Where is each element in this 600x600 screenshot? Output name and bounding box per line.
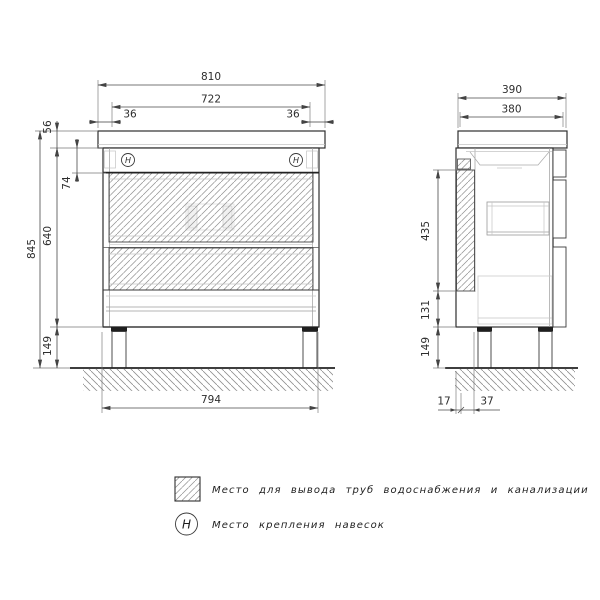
dim-overall-height-label: 845	[26, 238, 38, 260]
dim-carcass-height	[42, 148, 103, 327]
legend-pipe-zone-item	[175, 477, 589, 501]
hanger-mark-left-letter: H	[124, 156, 132, 165]
front-leg-right	[302, 327, 318, 368]
dim-countertop-height	[35, 120, 103, 158]
dim-leg-height-front	[42, 327, 57, 368]
dim-bottom-zone-height	[420, 291, 456, 327]
dim-carcass-height-label: 640	[42, 225, 54, 247]
hanger-mark-right-letter: H	[292, 156, 300, 165]
side-floor	[445, 368, 578, 391]
hanger-mark-right	[290, 154, 303, 167]
dim-base-width-label: 794	[200, 394, 222, 406]
dim-countertop-height-label: 56	[42, 120, 54, 134]
side-leg-front	[538, 327, 553, 368]
dim-overall-height	[26, 131, 70, 368]
front-view	[26, 71, 335, 413]
dim-bottom-zone-height-label: 131	[420, 299, 432, 321]
legend	[175, 477, 589, 535]
side-view	[420, 84, 578, 414]
dim-leg-height-front-label: 149	[42, 335, 54, 357]
dim-leg-height-side-label: 149	[420, 336, 432, 358]
legend-pipe-zone-label: Место для вывода труб водоснабжения и канализации	[212, 485, 589, 496]
side-countertop	[458, 131, 567, 148]
side-pipe-zone	[457, 170, 475, 291]
dim-carcass-depth-label: 380	[501, 103, 522, 116]
dim-overall-width-label: 810	[200, 71, 222, 83]
dim-margin-left-label: 36	[123, 108, 137, 121]
front-leg-left	[111, 327, 127, 368]
front-drawer-2-pipe-zone	[103, 248, 319, 290]
front-countertop	[98, 131, 325, 148]
dim-inner-width	[112, 94, 310, 128]
dim-carcass-depth	[460, 104, 563, 128]
front-floor	[70, 368, 335, 391]
dim-pipe-zone-height	[420, 170, 457, 291]
side-drawer-fronts	[553, 150, 566, 327]
front-drawer-1-pipe-zone	[103, 173, 319, 242]
dim-margin-left	[89, 109, 137, 123]
dim-inner-width-label: 722	[200, 93, 222, 106]
legend-hanger-item	[176, 513, 385, 535]
side-hanger-bracket	[458, 159, 471, 169]
dim-pipe-zone-height-label: 435	[420, 220, 432, 242]
dim-panel-offset-label: 37	[480, 395, 494, 408]
dim-hanger-zone-height-label: 74	[61, 176, 73, 190]
legend-hanger-label: Место крепления навесок	[212, 520, 385, 531]
side-leg-back	[477, 327, 492, 368]
dim-back-offset-label: 17	[437, 395, 451, 408]
dim-overall-depth-label: 390	[501, 84, 523, 96]
legend-pipe-zone-swatch	[175, 477, 200, 501]
legend-hanger-letter: H	[181, 517, 192, 532]
dim-leg-height-side	[420, 327, 446, 368]
hanger-mark-left	[122, 154, 135, 167]
dim-margin-right-label: 36	[286, 108, 300, 121]
